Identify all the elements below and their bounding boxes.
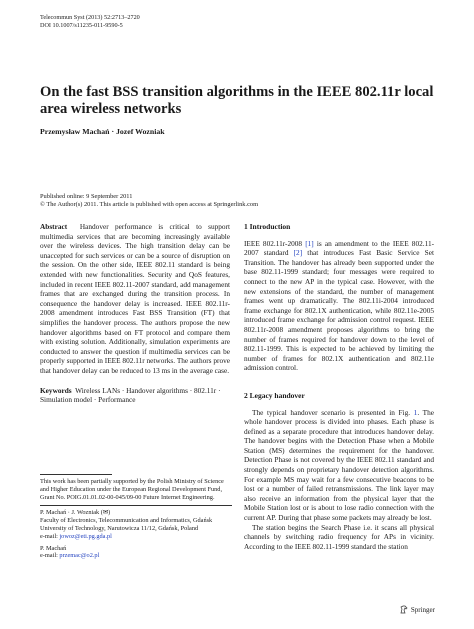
abstract-block (40, 222, 230, 405)
intro-text-b: is an amendment to the IEEE 802.11-2007 standard (244, 238, 435, 258)
email-link-2[interactable]: przemac@o2.pl (59, 552, 100, 560)
legacy-text-b: . The whole handover process is divided into phases. Each phase is defined as a separate procedure that introduces handover delay. The handover begins with the Detection Phase when a Mobile Station (MS) determines the requirement for the handover. Detection Phase is not covered by the IEEE 802.11 standard and strongly depends on proprietary handover detection algorithms. For example MS may wait for a few consecutive beacons to be lost or a number of failed retransmissions. The link layer may also receive an information from the physical layer that the Mobile Station lost or is about to lose radio connection with the current AP. During that phase some packets may already be lost. (244, 407, 434, 523)
authors: Przemysław Machań · Jozef Wozniak (40, 127, 165, 136)
affiliation-names: P. Machań · J. Wozniak (✉) (40, 509, 111, 517)
doi: DOI 10.1007/s11235-011-9590-5 (40, 22, 123, 29)
abstract-text: Handover performance is critical to support multimedia services that are becoming increasingly available over the wireless devices. The high transition delay can be unaccepted for such services or can be a source of disruption on the session. On the other side, IEEE 802.11 standard is being extended with new functionalities. Security and QoS features, included in recent IEEE 802.11-2007 standard, add management frames that are exchanged during the transition process. In consequence the handover delay is increased. IEEE 802.11r-2008 amendment introduces Fast BSS Transition (FT) that simplifies the handover process. The authors propose the new handover algorithms based on FT protocol and compare them with existing solution. Additionally, simulation experiments are conducted to answer the question if multimedia services can be properly supported in IEEE 802.11r networks. The authors prove that handover delay can be reduced to 13 ms in the average case. (40, 222, 230, 375)
email-label: e-mail: (40, 532, 58, 540)
section-2-paragraph-1 (244, 408, 434, 523)
abstract-label: Abstract (40, 222, 68, 231)
publisher-logo (400, 605, 435, 614)
springer-horse-icon (400, 605, 408, 614)
paper-title: On the fast BSS transition algorithms in the IEEE 802.11r local area wireless networks (40, 84, 434, 117)
citation-2-link[interactable]: [2] (293, 248, 303, 258)
section-1-heading: 1 Introduction (244, 222, 291, 231)
funding-note: This work has been partially supported by the Polish Ministry of Science and Higher Education under the European Regional Development Fund, Grant No. POIG.01.01.02-00-045/09-00 Future Internet Engineering. (40, 478, 224, 501)
email-link[interactable]: jowoz@eti.pg.gda.pl (59, 532, 112, 540)
footnotes (40, 478, 232, 560)
footnote-rule (40, 474, 112, 475)
section-2-paragraph-2: The station begins the Search Phase i.e. it scans all physical channels by switching radio frequency for APs in vicinity. According to the IEEE 802.11-1999 standard the station (244, 522, 434, 551)
keywords-label: Keywords (40, 385, 72, 395)
affiliation-org: Faculty of Electronics, Telecommunication and Informatics, Gdańsk University of Technology, Narutowicza 11/12, Gdańsk, Poland (40, 517, 213, 532)
affiliation-rule (40, 505, 232, 506)
journal-citation: Telecommun Syst (2013) 52:2713–2720 (40, 14, 140, 21)
publication-info (40, 193, 258, 209)
copyright-notice: © The Author(s) 2011. This article is published with open access at Springerlink.com (40, 201, 259, 208)
figure-1-link[interactable]: 1 (413, 407, 418, 417)
publisher-name: Springer (410, 605, 435, 614)
intro-text-c: that introduces Fast Basic Service Set Transition. The handover has already been supported under the base 802.11-1999 standard; four messages were required to connect to the new AP in the typical case. However, with the new extensions of the standard, the number of management frames went up dramatically. The 802.11i-2004 introduced frame exchange for 802.1X authentication, while 802.11e-2005 introduced frame exchange for admission control request. IEEE 802.11r-2008 amendment proposes algorithms to bring the number of frames required for handover down to the level of 802.11-1999. This is expected to be achieved by limiting the number of frames for 802.1X authentication and 802.11e admission control. (244, 248, 434, 373)
running-header (40, 14, 140, 30)
published-date: Published online: 9 September 2011 (40, 193, 133, 200)
section-2-heading: 2 Legacy handover (244, 390, 305, 400)
affiliation-name-2: P. Machań (40, 544, 67, 552)
email-label-2: e-mail: (40, 552, 58, 560)
right-column (244, 222, 434, 551)
section-1-paragraph (244, 239, 434, 373)
legacy-text-a: The typical handover scenario is presented in Fig. (252, 407, 411, 417)
keywords-text: Wireless LANs · Handover algorithms · 802.11r · Simulation model · Performance (40, 385, 221, 405)
citation-1-link[interactable]: [1] (305, 238, 314, 248)
intro-text-a: IEEE 802.11r-2008 (244, 238, 303, 248)
